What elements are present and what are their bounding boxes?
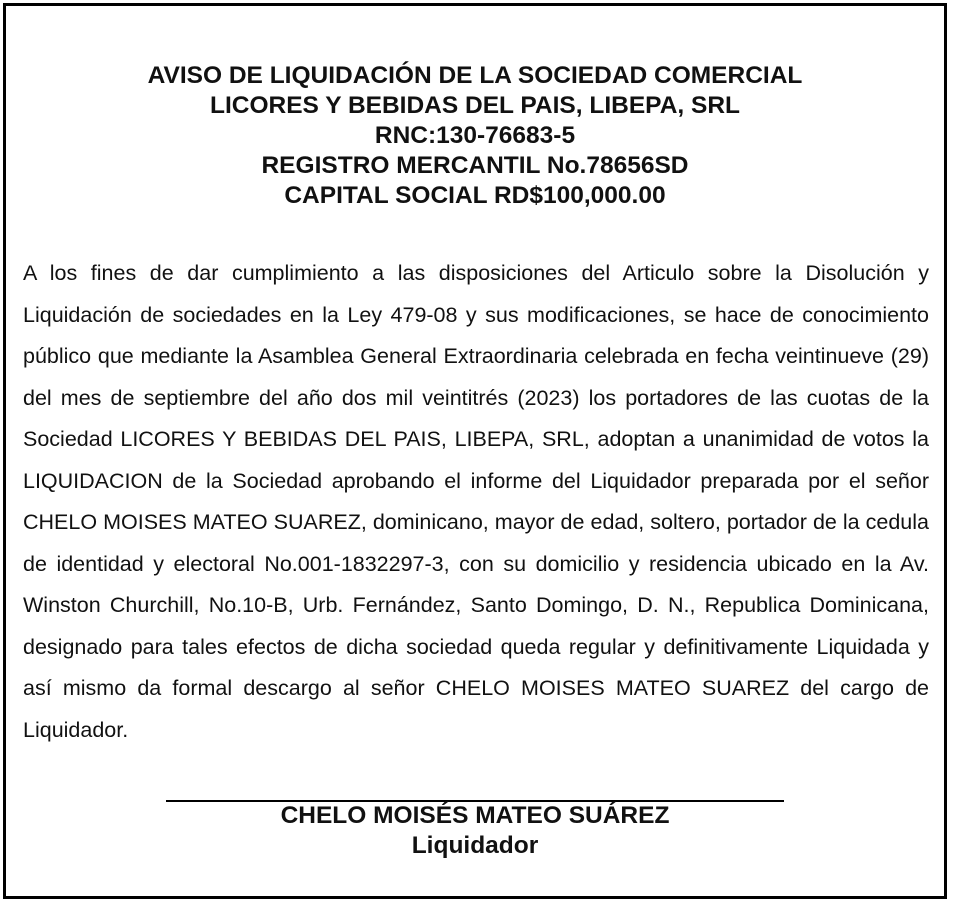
share-capital: CAPITAL SOCIAL RD$100,000.00 <box>284 182 666 209</box>
signature-block <box>6 801 944 861</box>
signatory-role: Liquidador <box>411 832 539 859</box>
notice-body-paragraph: A los fines de dar cumplimiento a las disposiciones del Articulo sobre la Disolución y Liquidación de sociedades en la Ley 479-08 y sus modificaciones, se hace de conocimiento público que mediante la Asamblea General Extraordinaria celebrada en fecha veintinueve (29) del mes de septiembre del año dos mil veintitrés (2023) los portadores de las cuotas de la Sociedad LICORES Y BEBIDAS DEL PAIS, LIBEPA, SRL, adoptan a unanimidad de votos la LIQUIDACION de la Sociedad aprobando el informe del Liquidador preparada por el señor CHELO MOISES MATEO SUAREZ, dominicano, mayor de edad, soltero, portador de la cedula de identidad y electoral No.001-1832297-3, con su domicilio y residencia ubicado en la Av. Winston Churchill, No.10-B, Urb. Fernández, Santo Domingo, D. N., Republica Dominicana, designado para tales efectos de dicha sociedad queda regular y definitivamente Liquidada y así mismo da formal descargo al señor CHELO MOISES MATEO SUAREZ del cargo de Liquidador. <box>23 261 929 742</box>
rnc-number: RNC:130-76683-5 <box>374 122 576 149</box>
mercantile-registry: REGISTRO MERCANTIL No.78656SD <box>261 152 689 179</box>
company-name: LICORES Y BEBIDAS DEL PAIS, LIBEPA, SRL <box>209 92 741 119</box>
notice-title: AVISO DE LIQUIDACIÓN DE LA SOCIEDAD COMERCIAL <box>147 62 803 89</box>
notice-header <box>6 61 944 211</box>
signatory-name: CHELO MOISÉS MATEO SUÁREZ <box>280 802 670 829</box>
liquidation-notice <box>3 3 947 899</box>
